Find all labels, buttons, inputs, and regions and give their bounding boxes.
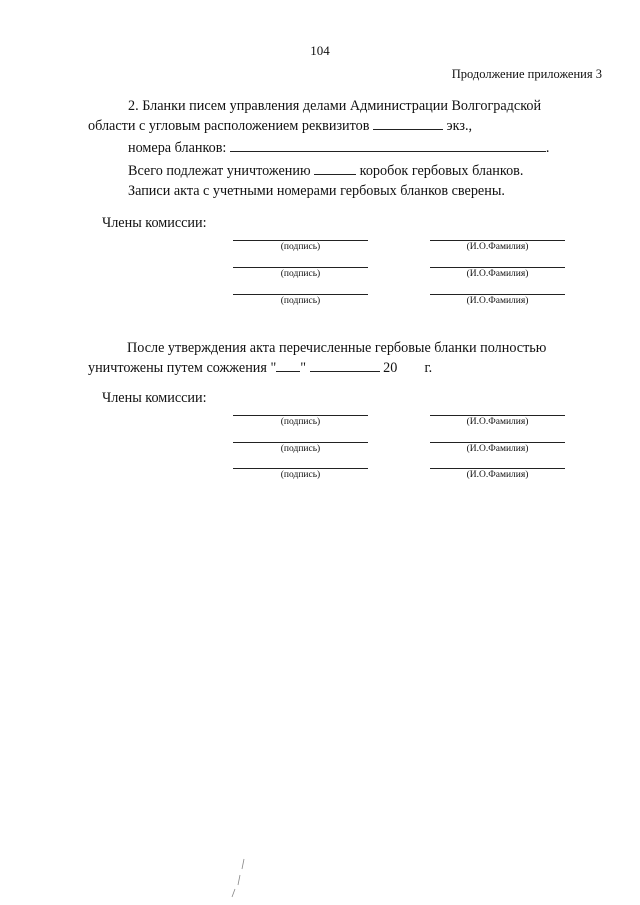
name-line[interactable] (430, 267, 565, 268)
signature-line[interactable] (233, 267, 368, 268)
year-suffix: г. (424, 360, 433, 376)
name-line[interactable] (430, 294, 565, 295)
signature-caption: (подпись) (280, 444, 321, 454)
burn-date-quote-close: " (300, 360, 307, 376)
page-number: 104 (310, 43, 330, 58)
signature-caption: (подпись) (280, 296, 321, 306)
name-line[interactable] (430, 468, 565, 469)
signature-caption: (подпись) (280, 417, 321, 427)
signature-line[interactable] (233, 240, 368, 241)
commission-label: Члены комиссии: (102, 215, 207, 231)
copies-count-blank[interactable] (373, 117, 443, 130)
blank-numbers-label: номера бланков: (128, 140, 227, 156)
section2-line1: 2. Бланки писем управления делами Администрации Волгоградской (128, 98, 542, 114)
signature-line[interactable] (233, 294, 368, 295)
signature-caption: (подпись) (280, 470, 321, 480)
name-caption: (И.О.Фамилия) (466, 417, 529, 427)
day-blank[interactable] (276, 359, 300, 372)
blank-numbers-blank[interactable] (230, 139, 546, 152)
appendix-note: Продолжение приложения 3 (451, 67, 602, 81)
blank-numbers-row (128, 139, 549, 157)
name-line[interactable] (430, 415, 565, 416)
after-approval-line1: После утверждения акта перечисленные гербовые бланки полностью (127, 340, 547, 356)
signature-line[interactable] (233, 415, 368, 416)
scan-artifact-mark (226, 855, 250, 900)
records-verified: Записи акта с учетными номерами гербовых бланков сверены. (128, 183, 505, 199)
destroy-count-suffix: коробок гербовых бланков. (359, 163, 524, 179)
name-caption: (И.О.Фамилия) (466, 242, 529, 252)
commission-label: Члены комиссии: (102, 390, 207, 406)
name-caption: (И.О.Фамилия) (466, 470, 529, 480)
name-caption: (И.О.Фамилия) (466, 296, 529, 306)
boxes-count-blank[interactable] (314, 162, 356, 175)
blank-numbers-end: . (545, 140, 550, 156)
section2-line2 (88, 117, 472, 135)
signature-line[interactable] (233, 442, 368, 443)
destroy-count-prefix: Всего подлежат уничтожению (128, 163, 311, 179)
burn-date-prefix: уничтожены путем сожжения " (88, 360, 277, 376)
burn-date-row (88, 359, 432, 377)
year-prefix: 20 (383, 360, 398, 376)
destroy-count-row (128, 162, 523, 180)
name-line[interactable] (430, 442, 565, 443)
name-caption: (И.О.Фамилия) (466, 444, 529, 454)
signature-line[interactable] (233, 468, 368, 469)
signature-caption: (подпись) (280, 269, 321, 279)
name-line[interactable] (430, 240, 565, 241)
signature-caption: (подпись) (280, 242, 321, 252)
section2-line2-suffix: экз., (446, 118, 473, 134)
name-caption: (И.О.Фамилия) (466, 269, 529, 279)
month-blank[interactable] (310, 359, 380, 372)
section2-line2-text: области с угловым расположением реквизитов (88, 118, 370, 134)
